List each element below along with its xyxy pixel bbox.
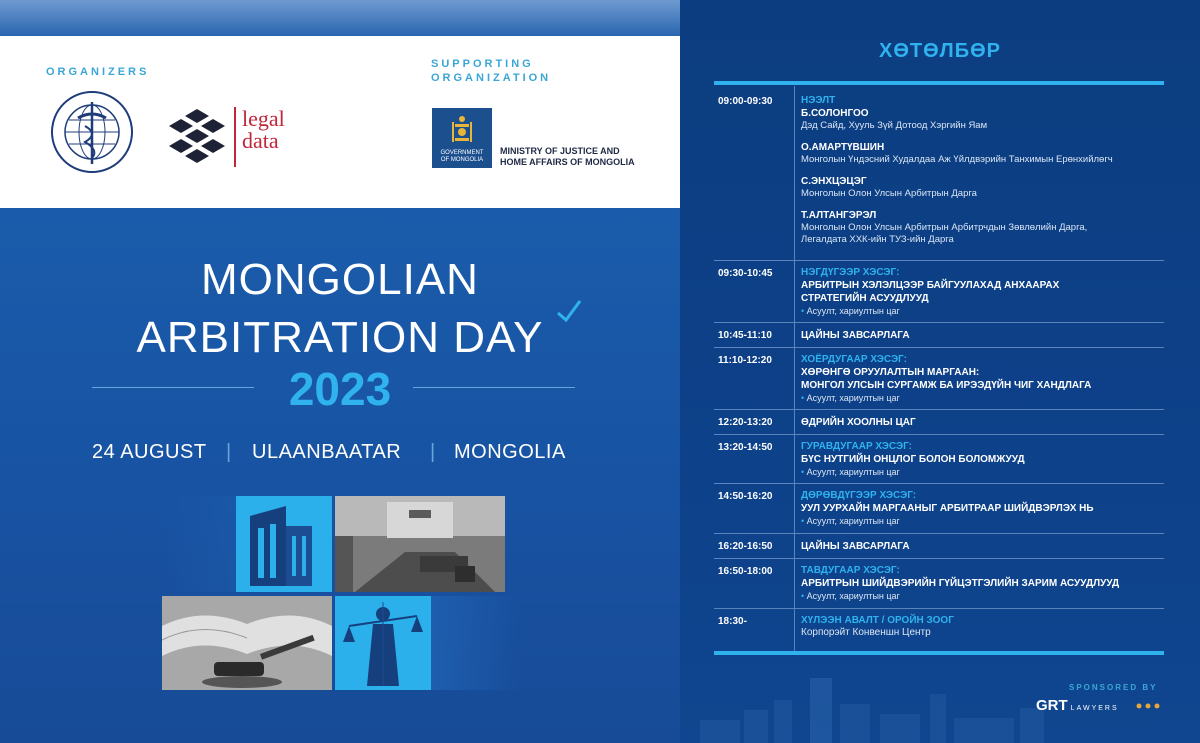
event-title-line2: ARBITRATION DAY (136, 313, 544, 362)
sky-banner (0, 0, 680, 36)
session-3-qa: • Асуулт, хариултын цаг (801, 466, 1161, 478)
event-city: ULAANBAATAR (252, 441, 402, 463)
row-divider (714, 322, 1164, 323)
speaker-2-role: Монголын Үндэсний Худалдаа Аж Үйлдвэрийн Танхимын Ерөнхийлөгч (801, 154, 1113, 165)
session-4-qa: • Асуулт, хариултын цаг (801, 515, 1161, 527)
row-divider (714, 608, 1164, 609)
session-opening-header: НЭЭЛТ (801, 95, 836, 106)
mintl-logo (48, 88, 136, 176)
time-s7: 14:50-16:20 (718, 491, 773, 502)
row-divider (714, 483, 1164, 484)
lunch-break (801, 416, 1161, 429)
session-2-header: ХОЁРДУГААР ХЭСЭГ: (801, 354, 907, 365)
sponsor-suffix: LAWYERS (1070, 705, 1119, 712)
speaker-4-role-line1: Монголын Олон Улсын Арбитрын Арбитрчдын Зөвлөлийн Дарга, (801, 222, 1088, 233)
speaker-3-name: С.ЭНХЦЭЦЭГ (801, 176, 867, 187)
supporting-label-line2: ORGANIZATION (431, 72, 552, 84)
legal-data-divider (234, 107, 236, 167)
legal-data-line1: legal (242, 106, 285, 131)
program-bottom-rule (714, 651, 1164, 655)
session-2-qa: • Асуулт, хариултын цаг (801, 392, 1161, 404)
organizers-label: ORGANIZERS (46, 66, 150, 78)
speaker-2-name: О.АМАРТҮВШИН (801, 142, 885, 153)
row-divider (714, 533, 1164, 534)
row-divider (714, 409, 1164, 410)
government-logo (432, 108, 492, 168)
gov-caption-line2: OF MONGOLIA (440, 157, 484, 163)
program-top-rule (714, 81, 1164, 85)
session-1-qa: • Асуулт, хариултын цаг (801, 305, 1161, 317)
program-title: ХӨТӨЛБӨР (879, 40, 1001, 62)
speaker-3-role: Монголын Олон Улсын Арбитрын Дарга (801, 188, 977, 199)
time-s3: 10:45-11:10 (718, 330, 772, 341)
session-5-qa: • Асуулт, хариултын цаг (801, 590, 1161, 602)
building-icon (236, 496, 332, 592)
program-column-divider (794, 86, 795, 651)
reception-dinner-venue: Корпорэйт Конвеншн Центр (801, 627, 931, 638)
legal-data-mark-icon (168, 107, 226, 167)
reception-dinner (801, 614, 1161, 639)
session-4 (801, 489, 1161, 527)
session-2-topic-line2: МОНГОЛ УЛСЫН СУРГАМЖ БА ИРЭЭДҮЙН ЧИГ ХАНДЛАГА (801, 380, 1092, 391)
time-s8: 16:20-16:50 (718, 541, 773, 552)
building-tile (236, 496, 332, 592)
supporting-label-line1: SUPPORTING (431, 58, 534, 70)
row-divider (714, 347, 1164, 348)
gavel-photo (162, 596, 332, 690)
justice-tile (335, 596, 431, 690)
time-s6: 13:20-14:50 (718, 442, 773, 453)
separator-2: | (430, 441, 436, 463)
session-4-topic: УУЛ УУРХАЙН МАРГААНЫГ АРБИТРААР ШИЙДВЭРЛЭХ НЬ (801, 503, 1094, 514)
time-s10: 18:30- (718, 616, 747, 627)
gavel-and-books-image (162, 596, 332, 690)
ministry-line1: MINISTRY OF JUSTICE AND (500, 146, 620, 156)
session-1-topic-line1: АРБИТРЫН ХЭЛЭЛЦЭЭР БАЙГУУЛАХАД АНХААРАХ (801, 280, 1060, 291)
row-divider (714, 260, 1164, 261)
session-1 (801, 266, 1161, 317)
sponsored-by-label: SPONSORED BY (1069, 683, 1158, 692)
session-4-header: ДӨРӨВДҮГЭЭР ХЭСЭГ: (801, 490, 917, 501)
reception-dinner-header: ХҮЛЭЭН АВАЛТ / ОРОЙН ЗООГ (801, 615, 954, 626)
time-s4: 11:10-12:20 (718, 355, 772, 366)
ministry-line2: HOME AFFAIRS OF MONGOLIA (500, 157, 635, 167)
time-s5: 12:20-13:20 (718, 417, 773, 428)
gov-caption-line1: GOVERNMENT (440, 150, 484, 156)
ministry-name (500, 146, 635, 168)
separator-1: | (226, 441, 232, 463)
speaker-1-name: Б.СОЛОНГОО (801, 108, 869, 119)
sponsor-name: GRT (1036, 697, 1068, 714)
speaker-4-role-line2: Легалдата ХХК-ийн ТУЗ-ийн Дарга (801, 234, 954, 245)
session-2-topic-line1: ХӨРӨНГӨ ОРУУЛАЛТЫН МАРГААН: (801, 367, 980, 378)
legal-data-wordmark (242, 108, 285, 152)
event-title-line1: MONGOLIAN (201, 255, 479, 304)
soyombo-icon (452, 114, 472, 144)
event-year: 2023 (288, 363, 392, 415)
event-date: 24 AUGUST (92, 441, 207, 463)
speaker-1-role: Дэд Сайд, Хууль Зүй Дотоод Хэргийн Яам (801, 120, 988, 131)
checkmark-icon (556, 298, 582, 324)
session-3-topic: БҮС НУТГИЙН ОНЦЛОГ БОЛОН БОЛОМЖУУД (801, 454, 1025, 465)
session-2 (801, 353, 1161, 404)
time-s2: 09:30-10:45 (718, 268, 773, 279)
coffee-break-2 (801, 540, 1161, 553)
coffee-break-1 (801, 329, 1161, 342)
row-divider (714, 558, 1164, 559)
lady-justice-icon (335, 596, 431, 690)
session-5-topic: АРБИТРЫН ШИЙДВЭРИЙН ГҮЙЦЭТГЭЛИЙН ЗАРИМ АСУУДЛУУД (801, 578, 1120, 589)
legal-data-logo (168, 105, 308, 169)
session-3-header: ГУРАВДУГААР ХЭСЭГ: (801, 441, 912, 452)
sponsor-logo (1036, 697, 1119, 714)
session-5-header: ТАВДУГААР ХЭСЭГ: (801, 565, 900, 576)
legal-data-line2: data (242, 128, 279, 153)
speaker-4-name: Т.АЛТАНГЭРЭЛ (801, 210, 877, 221)
session-3 (801, 440, 1161, 478)
sponsor-dots-icon (1136, 703, 1160, 709)
collage-fade-bottom (431, 596, 521, 690)
coffee-break-1-label: ЦАЙНЫ ЗАВСАРЛАГА (801, 330, 910, 341)
time-s1: 09:00-09:30 (718, 96, 773, 107)
session-1-header: НЭГДҮГЭЭР ХЭСЭГ: (801, 267, 900, 278)
lunch-break-label: ӨДРИЙН ХООЛНЫ ЦАГ (801, 417, 916, 428)
coffee-break-2-label: ЦАЙНЫ ЗАВСАРЛАГА (801, 541, 910, 552)
session-5 (801, 564, 1161, 602)
courtroom-photo (335, 496, 505, 592)
session-1-topic-line2: СТРАТЕГИЙН АСУУДЛУУД (801, 293, 929, 304)
row-divider (714, 434, 1164, 435)
courtroom-image (335, 496, 505, 592)
session-opening (801, 94, 1161, 246)
event-country: MONGOLIA (454, 441, 566, 463)
time-s9: 16:50-18:00 (718, 566, 773, 577)
